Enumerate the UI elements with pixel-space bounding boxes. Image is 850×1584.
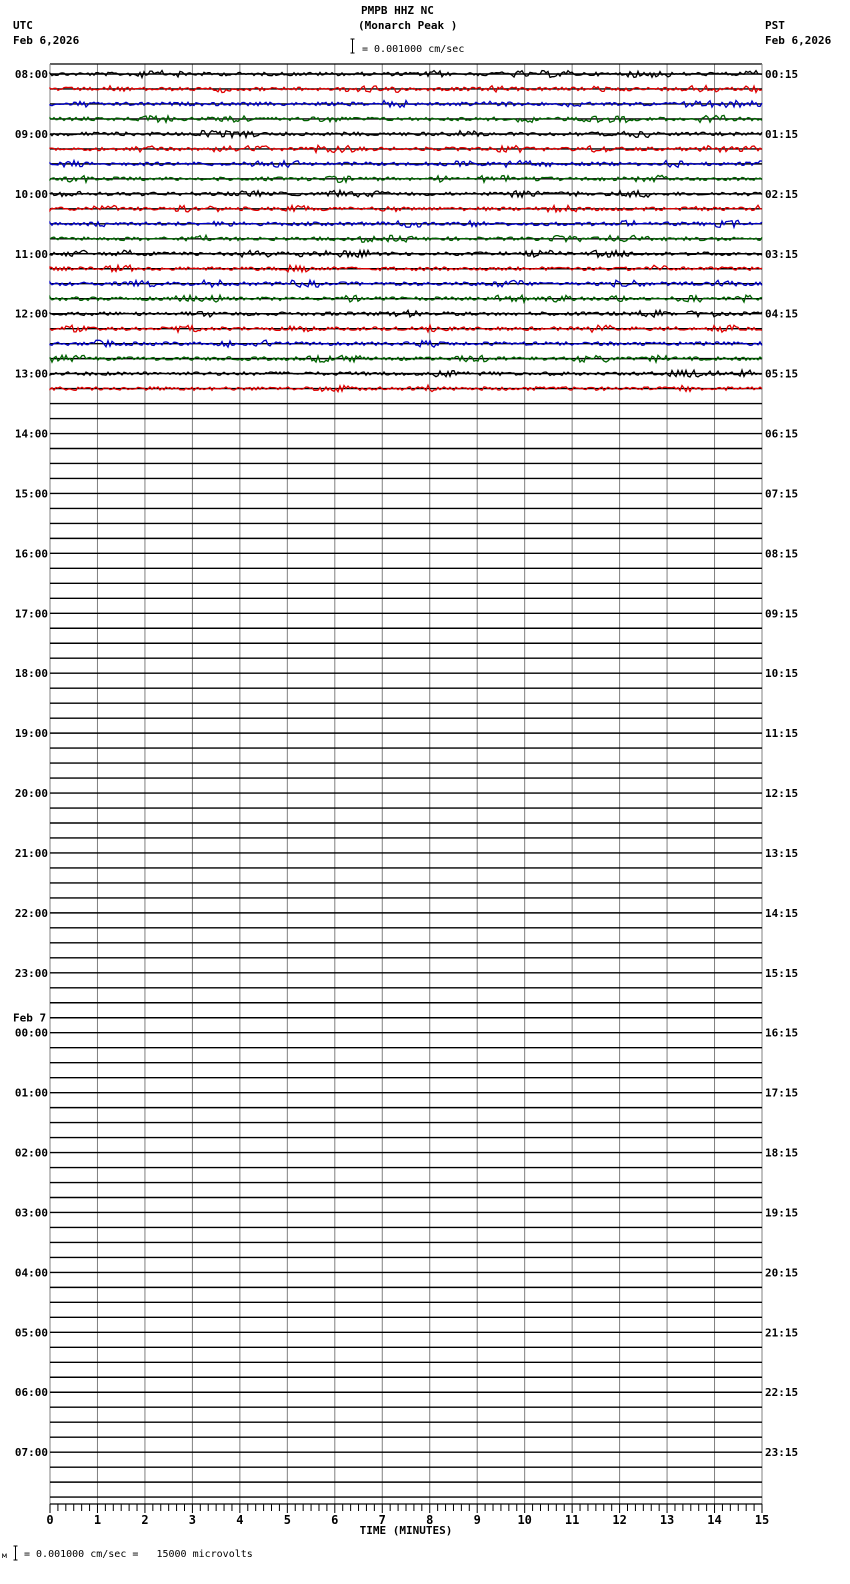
pst-hour-label: 17:15 [765, 1086, 799, 1100]
x-tick-label: 15 [754, 1513, 770, 1527]
x-tick-label: 2 [141, 1513, 149, 1527]
utc-hour-label: 02:00 [14, 1146, 48, 1160]
pst-hour-label: 01:15 [765, 127, 799, 141]
station-title: PMPB HHZ NC [361, 4, 434, 17]
utc-hour-label: 23:00 [14, 966, 48, 980]
pst-hour-label: 13:15 [765, 846, 799, 860]
utc-hour-label: 16:00 [14, 547, 48, 561]
utc-hour-label: 20:00 [14, 787, 48, 801]
right-timezone: PST [765, 19, 785, 32]
utc-hour-label: 05:00 [14, 1326, 48, 1340]
utc-hour-label: 08:00 [14, 68, 48, 81]
x-tick-label: 3 [188, 1513, 197, 1527]
left-timezone: UTC [13, 19, 33, 32]
x-tick-label: 7 [378, 1513, 386, 1527]
utc-hour-label: 06:00 [14, 1386, 48, 1400]
x-tick-label: 11 [564, 1513, 580, 1527]
pst-hour-label: 21:15 [765, 1326, 799, 1340]
pst-hour-label: 08:15 [765, 547, 799, 561]
pst-hour-label: 16:15 [765, 1026, 799, 1040]
date-change-label: Feb 7 [13, 1011, 47, 1025]
utc-hour-label: 22:00 [14, 906, 48, 920]
pst-hour-label: 00:15 [765, 68, 799, 81]
pst-hour-label: 07:15 [765, 487, 799, 501]
scale-label: = 0.001000 cm/sec [362, 44, 465, 55]
x-tick-label: 12 [612, 1513, 627, 1527]
utc-hour-label: 00:00 [14, 1026, 48, 1040]
pst-hour-label: 14:15 [765, 906, 799, 920]
x-tick-label: 5 [283, 1513, 291, 1527]
station-location: (Monarch Peak ) [358, 19, 458, 32]
pst-hour-label: 11:15 [765, 727, 799, 741]
utc-hour-label: 19:00 [14, 727, 48, 741]
utc-hour-label: 12:00 [14, 307, 48, 321]
utc-hour-label: 01:00 [14, 1086, 48, 1100]
pst-hour-label: 23:15 [765, 1446, 799, 1460]
pst-hour-label: 10:15 [765, 667, 799, 681]
x-tick-label: 8 [426, 1513, 434, 1527]
pst-hour-label: 03:15 [765, 247, 799, 261]
utc-hour-label: 18:00 [14, 667, 48, 681]
x-tick-label: 1 [93, 1513, 102, 1527]
utc-hour-label: 14:00 [14, 427, 48, 441]
utc-hour-label: 10:00 [14, 187, 48, 201]
utc-hour-label: 11:00 [14, 247, 48, 261]
utc-hour-label: 15:00 [14, 487, 48, 501]
footer-scale-text: = 0.001000 cm/sec = 15000 microvolts [24, 1549, 253, 1560]
pst-hour-label: 19:15 [765, 1206, 799, 1220]
x-tick-label: 0 [46, 1513, 54, 1527]
seismic-trace [50, 385, 762, 392]
seismic-trace [50, 310, 762, 317]
utc-hour-label: 09:00 [14, 127, 48, 141]
utc-hour-label: 07:00 [14, 1446, 48, 1460]
utc-hour-label: 03:00 [14, 1206, 48, 1220]
pst-hour-label: 12:15 [765, 787, 799, 801]
x-tick-label: 9 [473, 1513, 481, 1527]
pst-hour-label: 04:15 [765, 307, 799, 321]
x-axis-title: TIME (MINUTES) [359, 1524, 453, 1537]
x-tick-label: 6 [331, 1513, 339, 1527]
utc-hour-label: 17:00 [14, 607, 48, 621]
x-tick-label: 13 [659, 1513, 675, 1527]
pst-hour-label: 22:15 [765, 1386, 799, 1400]
pst-hour-label: 15:15 [765, 966, 799, 980]
utc-hour-label: 04:00 [14, 1266, 48, 1280]
seismic-trace [50, 115, 762, 122]
seismic-trace [50, 175, 762, 182]
left-date: Feb 6,2026 [13, 34, 80, 47]
utc-hour-label: 13:00 [14, 367, 48, 381]
pst-hour-label: 02:15 [765, 187, 799, 201]
x-tick-label: 14 [707, 1513, 722, 1527]
pst-hour-label: 06:15 [765, 427, 799, 441]
pst-hour-label: 20:15 [765, 1266, 799, 1280]
footer-prefix: м [2, 1551, 7, 1560]
pst-hour-label: 18:15 [765, 1146, 799, 1160]
x-tick-label: 10 [517, 1513, 532, 1527]
pst-hour-label: 09:15 [765, 607, 799, 621]
right-date: Feb 6,2026 [765, 34, 832, 47]
x-tick-label: 4 [236, 1513, 244, 1527]
utc-hour-label: 21:00 [14, 846, 48, 860]
pst-hour-label: 05:15 [765, 367, 799, 381]
